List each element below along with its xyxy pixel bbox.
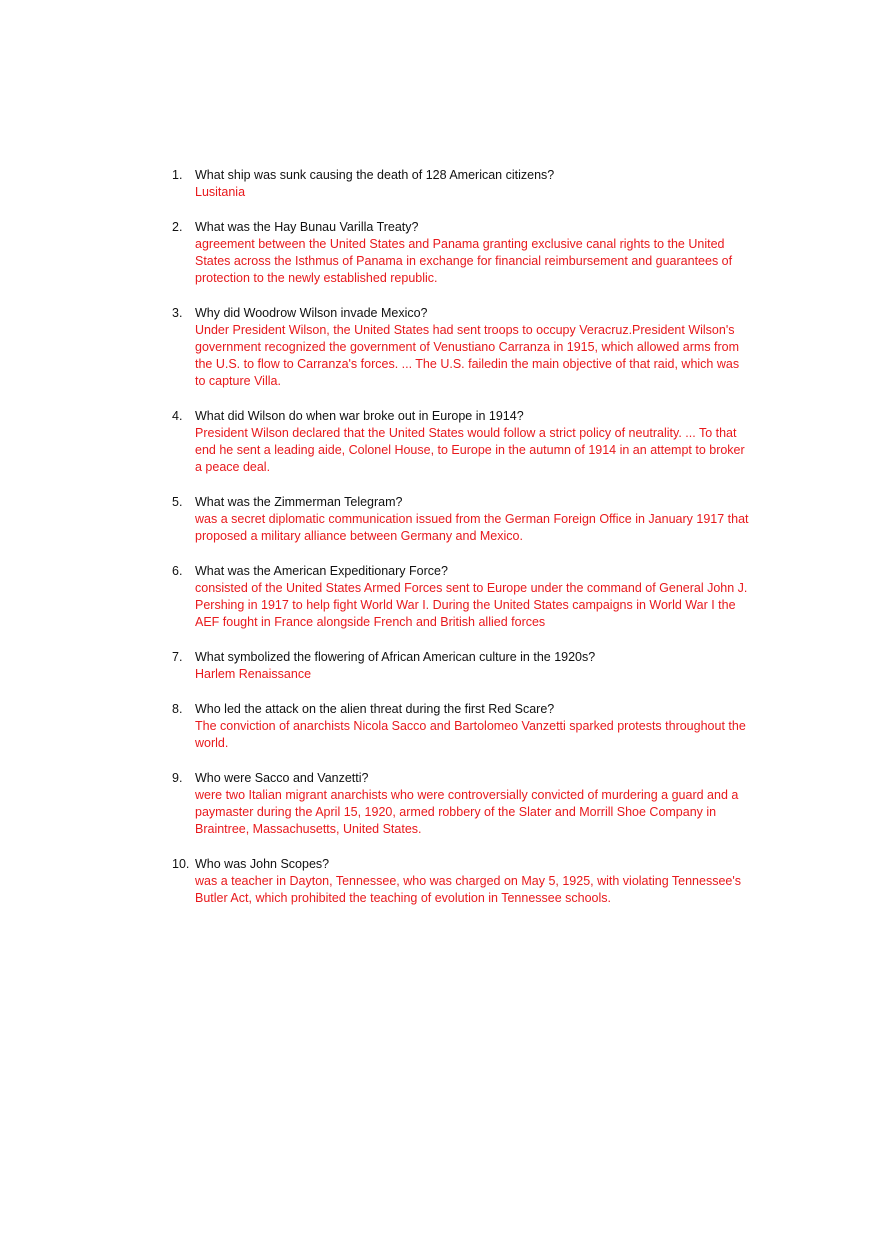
- answer-text: agreement between the United States and Panama granting exclusive canal rights to the United States across the Isthmus of Panama in exchange for financial reimbursement and guarantees of protection to the newly established republic.: [195, 237, 733, 285]
- answer-text: was a teacher in Dayton, Tennessee, who was charged on May 5, 1925, with violating Tennessee's Butler Act, which prohibited the teaching of evolution in Tennessee schools.: [195, 874, 742, 905]
- question-text: Who was John Scopes?: [195, 857, 330, 871]
- question-number: 2.: [172, 220, 183, 234]
- list-item: [172, 855, 752, 907]
- question-number: 10.: [172, 857, 190, 871]
- question-text: What was the Hay Bunau Varilla Treaty?: [195, 220, 419, 234]
- question-text: What ship was sunk causing the death of 128 American citizens?: [195, 168, 555, 182]
- question-text: Who led the attack on the alien threat during the first Red Scare?: [195, 702, 555, 716]
- answer-text: was a secret diplomatic communication issued from the German Foreign Office in January 1917 that proposed a military alliance between Germany and Mexico.: [195, 512, 749, 543]
- question-number: 6.: [172, 564, 183, 578]
- list-item: [172, 166, 752, 201]
- answer-text: were two Italian migrant anarchists who were controversially convicted of murdering a guard and a paymaster during the April 15, 1920, armed robbery of the Slater and Morrill Shoe Company in Braintree, Massachusetts, United States.: [195, 788, 739, 836]
- question-text: What did Wilson do when war broke out in Europe in 1914?: [195, 409, 524, 423]
- answer-text: consisted of the United States Armed Forces sent to Europe under the command of General John J. Pershing in 1917 to help fight World War I. During the United States campaigns in World War I the AEF fought in France alongside French and British allied forces: [195, 581, 748, 629]
- question-number: 5.: [172, 495, 183, 509]
- question-number: 9.: [172, 771, 183, 785]
- question-number: 1.: [172, 168, 183, 182]
- question-text: What symbolized the flowering of African American culture in the 1920s?: [195, 650, 596, 664]
- answer-text: President Wilson declared that the United States would follow a strict policy of neutrality. ... To that end he sent a leading aide, Colonel House, to Europe in the autumn of 1914 in an attempt to broker a peace deal.: [195, 426, 745, 474]
- list-item: [172, 407, 752, 476]
- answer-text: The conviction of anarchists Nicola Sacco and Bartolomeo Vanzetti sparked protests throughout the world.: [195, 719, 746, 750]
- list-item: [172, 648, 752, 683]
- question-number: 3.: [172, 306, 183, 320]
- question-list: [172, 166, 752, 924]
- question-text: What was the American Expeditionary Force?: [195, 564, 448, 578]
- question-number: 7.: [172, 650, 183, 664]
- list-item: [172, 304, 752, 390]
- list-item: [172, 700, 752, 752]
- answer-text: Lusitania: [195, 185, 246, 199]
- list-item: [172, 562, 752, 631]
- list-item: [172, 218, 752, 287]
- question-text: What was the Zimmerman Telegram?: [195, 495, 403, 509]
- list-item: [172, 493, 752, 545]
- list-item: [172, 769, 752, 838]
- answer-text: Under President Wilson, the United States had sent troops to occupy Veracruz.President Wilson's government recognized the government of Venustiano Carranza in 1915, which allowed arms from the U.S. to flow to Carranza's forces. ... The U.S. failedin the main objective of that raid, which was to capture Villa.: [195, 323, 740, 388]
- question-text: Who were Sacco and Vanzetti?: [195, 771, 369, 785]
- question-number: 4.: [172, 409, 183, 423]
- question-number: 8.: [172, 702, 183, 716]
- answer-text: Harlem Renaissance: [195, 667, 312, 681]
- question-text: Why did Woodrow Wilson invade Mexico?: [195, 306, 428, 320]
